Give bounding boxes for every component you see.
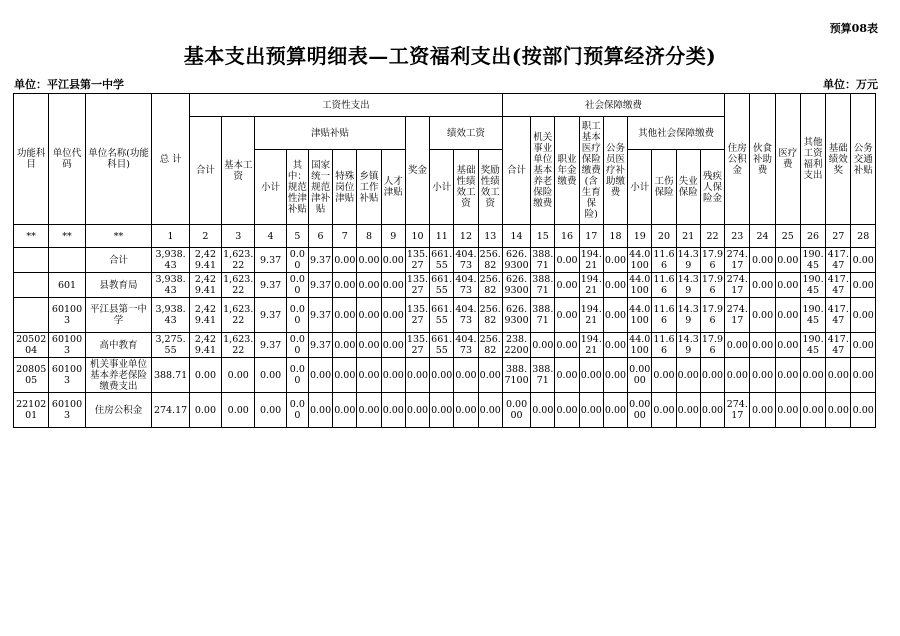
- value-cell: 0.00: [478, 393, 502, 428]
- value-cell: 0.00: [189, 358, 221, 393]
- unit-name-label: 单位：平江县第一中学: [14, 78, 124, 91]
- header-other-wage: 其他工资福利支出: [800, 94, 825, 225]
- value-cell: 0.00: [851, 333, 876, 358]
- value-cell: 9.37: [255, 333, 286, 358]
- column-index-cell: 18: [603, 225, 627, 248]
- value-cell: 0.00: [255, 393, 286, 428]
- value-cell: 0.00: [555, 358, 579, 393]
- column-index-cell: 12: [454, 225, 478, 248]
- value-cell: 417.47: [826, 248, 851, 273]
- header-total: 总 计: [152, 94, 189, 225]
- value-cell: 0.00: [775, 248, 800, 273]
- header-disability: 残疾人保险金: [700, 150, 724, 225]
- header-bonus: 奖金: [405, 117, 429, 225]
- value-cell: 11.66: [652, 298, 676, 333]
- value-cell: 0.00: [603, 333, 627, 358]
- value-cell: 0.00: [652, 393, 676, 428]
- value-cell: 1,623.22: [223, 274, 254, 296]
- value-cell: 2,429.41: [189, 333, 221, 358]
- value-cell: 0.00: [800, 393, 825, 428]
- value-cell: 0.00: [775, 333, 800, 358]
- value-cell: 190.45: [800, 248, 825, 273]
- unit-code-cell: 601003: [49, 298, 85, 333]
- header-unit-code: 单位代码: [49, 94, 85, 225]
- value-cell: 0.00: [454, 393, 478, 428]
- value-cell: 0.00: [255, 358, 286, 393]
- header-basic-wage: 基本工资: [222, 117, 255, 225]
- value-cell: 3,938.43: [152, 248, 189, 273]
- value-cell: 0.00: [357, 273, 381, 298]
- unit-name-cell: 机关事业单位基本养老保险缴费支出: [85, 358, 152, 393]
- value-cell: 0.00: [603, 273, 627, 298]
- value-cell: 0.00: [381, 358, 405, 393]
- value-cell: 9.37: [255, 298, 286, 333]
- value-cell: 0.00: [725, 333, 750, 358]
- header-unit-name: 单位名称(功能科目): [85, 94, 152, 225]
- value-cell: 0.00: [775, 273, 800, 298]
- value-cell: 0.00: [308, 358, 332, 393]
- value-cell: 256.82: [479, 334, 501, 356]
- table-row: [14, 248, 876, 273]
- value-cell: 0.00: [555, 298, 579, 333]
- value-cell: 0.00: [750, 248, 775, 273]
- value-cell: 9.37: [308, 248, 332, 273]
- value-cell: 0.00: [333, 298, 357, 333]
- value-cell: 404.73: [455, 274, 477, 296]
- header-social-group: 社会保障缴费: [502, 94, 724, 117]
- header-medical: 职工基本医疗保险缴费(含生育保险): [579, 117, 603, 225]
- value-cell: 0.00: [357, 393, 381, 428]
- header-allow-national: 国家统一规范津补贴: [308, 150, 332, 225]
- func-code-cell: [14, 273, 49, 298]
- column-index-cell: **: [14, 225, 49, 248]
- value-cell: 0.00: [652, 358, 676, 393]
- value-cell: 135.27: [406, 274, 429, 296]
- unit-name-cell: 合计: [85, 248, 152, 273]
- value-cell: 194.21: [580, 274, 602, 296]
- value-cell: 190.45: [800, 298, 825, 333]
- value-cell: 0.00: [430, 393, 454, 428]
- value-cell: 0.00: [286, 358, 308, 393]
- value-cell: 661.55: [431, 334, 453, 356]
- value-cell: 0.0000: [628, 358, 652, 393]
- value-cell: 388.71: [532, 274, 554, 296]
- header-civil-medical: 公务员医疗补助缴费: [603, 117, 627, 225]
- column-index-cell: 11: [430, 225, 454, 248]
- value-cell: 0.00: [531, 393, 555, 428]
- value-cell: 1,623.22: [223, 334, 254, 356]
- column-index-cell: 15: [531, 225, 555, 248]
- value-cell: 0.00: [405, 393, 429, 428]
- value-cell: 44.0100: [628, 298, 652, 333]
- value-cell: 0.00: [405, 358, 429, 393]
- value-cell: 17.96: [701, 274, 724, 296]
- value-cell: 0.00: [357, 298, 381, 333]
- value-cell: 0.00: [555, 393, 579, 428]
- value-cell: 0.00: [775, 393, 800, 428]
- header-social-total: 合计: [502, 117, 530, 225]
- unit-code-cell: 601003: [49, 358, 85, 393]
- column-index-row: [14, 225, 876, 248]
- header-other-social-group: 其他社会保障缴费: [628, 117, 725, 150]
- value-cell: 1,623.22: [223, 249, 254, 271]
- value-cell: 417.47: [826, 298, 851, 333]
- column-index-cell: 10: [405, 225, 429, 248]
- value-cell: 14.39: [677, 334, 699, 356]
- header-allowance-group: 津贴补贴: [255, 117, 405, 150]
- value-cell: 2,429.41: [189, 248, 221, 273]
- column-index-cell: 27: [826, 225, 851, 248]
- value-cell: 0.00: [676, 393, 700, 428]
- func-code-cell: 2210201: [14, 393, 49, 428]
- column-index-cell: 21: [676, 225, 700, 248]
- value-cell: 0.00: [454, 358, 478, 393]
- value-cell: 0.00: [851, 273, 876, 298]
- header-func-code: 功能科目: [14, 94, 49, 225]
- value-cell: 0.00: [357, 248, 381, 273]
- value-cell: 0.00: [555, 248, 579, 273]
- value-cell: 0.00: [555, 333, 579, 358]
- column-index-cell: 7: [333, 225, 357, 248]
- header-meal: 伙食补助费: [750, 94, 775, 225]
- value-cell: 17.96: [701, 249, 724, 271]
- func-code-cell: [14, 248, 49, 273]
- value-cell: 3,938.43: [152, 273, 189, 298]
- value-cell: 0.00: [381, 273, 405, 298]
- column-index-cell: 9: [381, 225, 405, 248]
- header-wage-total: 合计: [189, 117, 221, 225]
- value-cell: 0.00: [676, 358, 700, 393]
- header-annuity: 职业年金缴费: [555, 117, 579, 225]
- value-cell: 3,938.43: [152, 298, 189, 333]
- column-index-cell: 3: [222, 225, 255, 248]
- column-index-cell: **: [49, 225, 85, 248]
- header-allow-talent: 人才津贴: [381, 150, 405, 225]
- value-cell: 0.00: [851, 248, 876, 273]
- column-index-cell: 26: [800, 225, 825, 248]
- unit-code-cell: 601003: [49, 393, 85, 428]
- value-cell: 190.45: [800, 273, 825, 298]
- column-index-cell: 17: [579, 225, 603, 248]
- value-cell: 0.00: [700, 358, 724, 393]
- table-row: [14, 273, 876, 298]
- value-cell: 0.00: [851, 298, 876, 333]
- table-row: [14, 358, 876, 393]
- form-number: 预算08表: [829, 22, 878, 35]
- value-cell: 661.55: [431, 249, 453, 271]
- value-cell: 0.00: [189, 393, 221, 428]
- currency-unit-label: 单位：万元: [823, 78, 878, 91]
- value-cell: 388.71: [531, 298, 555, 333]
- value-cell: 0.00: [286, 273, 308, 298]
- value-cell: 44.0100: [629, 274, 651, 296]
- header-allow-subtotal: 小计: [255, 150, 286, 225]
- value-cell: 0.00: [357, 333, 381, 358]
- value-cell: 0.00: [381, 393, 405, 428]
- value-cell: 0.00: [333, 333, 357, 358]
- value-cell: 194.21: [580, 249, 602, 271]
- unit-name-cell: 住房公积金: [85, 393, 152, 428]
- header-perf-group: 绩效工资: [430, 117, 503, 150]
- value-cell: 0.00: [286, 393, 308, 428]
- value-cell: 9.37: [255, 248, 286, 273]
- unit-code-cell: [49, 248, 85, 273]
- value-cell: 0.00: [725, 358, 750, 393]
- header-wage-group: 工资性支出: [189, 94, 502, 117]
- value-cell: 44.0100: [629, 249, 651, 271]
- value-cell: 0.00: [750, 273, 775, 298]
- value-cell: 0.00: [851, 358, 876, 393]
- value-cell: 256.82: [479, 274, 501, 296]
- value-cell: 0.00: [750, 393, 775, 428]
- value-cell: 0.00: [333, 358, 357, 393]
- unit-name-cell: 高中教育: [85, 333, 152, 358]
- budget-table: [13, 93, 876, 428]
- value-cell: 0.00: [775, 298, 800, 333]
- value-cell: 0.00: [775, 358, 800, 393]
- column-index-cell: 20: [652, 225, 676, 248]
- value-cell: 0.00: [851, 393, 876, 428]
- value-cell: 626.9300: [502, 248, 530, 273]
- header-other-subtotal: 小计: [628, 150, 652, 225]
- value-cell: 274.17: [725, 248, 750, 273]
- column-index-cell: 5: [286, 225, 308, 248]
- column-index-cell: 1: [152, 225, 189, 248]
- value-cell: 388.71: [531, 358, 555, 393]
- value-cell: 190.45: [800, 333, 825, 358]
- unit-name-cell: 县教育局: [85, 273, 152, 298]
- value-cell: 0.00: [381, 248, 405, 273]
- value-cell: 0.00: [603, 393, 627, 428]
- value-cell: 9.37: [308, 298, 332, 333]
- value-cell: 17.96: [701, 334, 724, 356]
- column-index-cell: 4: [255, 225, 286, 248]
- column-index-cell: 16: [555, 225, 579, 248]
- value-cell: 0.00: [381, 333, 405, 358]
- value-cell: 274.17: [152, 393, 189, 428]
- value-cell: 0.00: [826, 358, 851, 393]
- value-cell: 0.00: [357, 358, 381, 393]
- value-cell: 256.82: [479, 249, 501, 271]
- value-cell: 417.47: [826, 273, 851, 298]
- column-index-cell: **: [85, 225, 152, 248]
- value-cell: 404.73: [455, 334, 477, 356]
- func-code-cell: [14, 298, 49, 333]
- value-cell: 661.55: [430, 298, 454, 333]
- column-index-cell: 8: [357, 225, 381, 248]
- value-cell: 388.71: [532, 249, 554, 271]
- value-cell: 17.96: [700, 298, 724, 333]
- value-cell: 0.00: [381, 298, 405, 333]
- header-allow-norm: 其中：规范性津补贴: [286, 150, 308, 225]
- value-cell: 274.17: [725, 298, 750, 333]
- value-cell: 135.27: [405, 298, 429, 333]
- value-cell: 626.9300: [502, 298, 530, 333]
- value-cell: 0.00: [555, 273, 579, 298]
- header-perf-basic: 基础性绩效工资: [454, 150, 478, 225]
- value-cell: 0.00: [308, 393, 332, 428]
- column-index-cell: 22: [700, 225, 724, 248]
- table-row: [14, 298, 876, 333]
- value-cell: 0.00: [579, 393, 603, 428]
- header-injury: 工伤保险: [652, 150, 676, 225]
- value-cell: 256.82: [478, 298, 502, 333]
- value-cell: 11.66: [653, 249, 675, 271]
- column-index-cell: 2: [189, 225, 221, 248]
- value-cell: 9.37: [308, 273, 332, 298]
- value-cell: 417.47: [826, 333, 851, 358]
- header-pension: 机关事业单位基本养老保险缴费: [531, 117, 555, 225]
- value-cell: 0.00: [531, 333, 555, 358]
- value-cell: 11.66: [653, 334, 675, 356]
- column-index-cell: 25: [775, 225, 800, 248]
- value-cell: 0.00: [286, 298, 308, 333]
- value-cell: 388.7100: [502, 358, 530, 393]
- value-cell: 0.00: [222, 393, 255, 428]
- column-index-cell: 23: [725, 225, 750, 248]
- unit-code-cell: 601: [49, 273, 85, 298]
- value-cell: 661.55: [431, 274, 453, 296]
- value-cell: 135.27: [406, 249, 429, 271]
- value-cell: 0.00: [579, 358, 603, 393]
- value-cell: 0.00: [750, 333, 775, 358]
- header-allow-town: 乡镇工作补贴: [357, 150, 381, 225]
- table-row: [14, 333, 876, 358]
- value-cell: 0.00: [603, 248, 627, 273]
- value-cell: 14.39: [676, 298, 700, 333]
- value-cell: 0.00: [603, 358, 627, 393]
- value-cell: 44.0100: [629, 334, 651, 356]
- value-cell: 404.73: [454, 298, 478, 333]
- value-cell: 11.66: [653, 274, 675, 296]
- header-basic-perf: 基础绩效奖: [826, 94, 851, 225]
- value-cell: 0.00: [478, 358, 502, 393]
- value-cell: 0.00: [700, 393, 724, 428]
- table-row: [14, 393, 876, 428]
- column-index-cell: 24: [750, 225, 775, 248]
- unit-name-cell: 平江县第一中学: [85, 298, 152, 333]
- value-cell: 194.21: [580, 334, 602, 356]
- value-cell: 9.37: [308, 333, 332, 358]
- column-index-cell: 19: [628, 225, 652, 248]
- func-code-cell: 2050204: [14, 333, 49, 358]
- func-code-cell: 2080505: [14, 358, 49, 393]
- value-cell: 2,429.41: [189, 298, 221, 333]
- value-cell: 0.00: [333, 248, 357, 273]
- column-index-cell: 14: [502, 225, 530, 248]
- header-medical-fee: 医疗费: [775, 94, 800, 225]
- value-cell: 0.00: [826, 393, 851, 428]
- page-title: 基本支出预算明细表—工资福利支出(按部门预算经济分类): [183, 44, 717, 68]
- header-allow-special: 特殊岗位津贴: [333, 150, 357, 225]
- column-index-cell: 6: [308, 225, 332, 248]
- value-cell: 14.39: [677, 249, 699, 271]
- header-unemployment: 失业保险: [676, 150, 700, 225]
- value-cell: 0.0000: [502, 393, 530, 428]
- value-cell: 0.00: [333, 393, 357, 428]
- value-cell: 1,623.22: [222, 298, 255, 333]
- value-cell: 14.39: [677, 274, 699, 296]
- header-transport: 公务交通补贴: [851, 94, 876, 225]
- value-cell: 0.00: [333, 273, 357, 298]
- value-cell: 194.21: [579, 298, 603, 333]
- value-cell: 9.37: [255, 273, 286, 298]
- value-cell: 0.00: [800, 358, 825, 393]
- value-cell: 0.00: [430, 358, 454, 393]
- value-cell: 274.17: [725, 273, 750, 298]
- column-index-cell: 28: [851, 225, 876, 248]
- value-cell: 274.17: [725, 393, 750, 428]
- value-cell: 404.73: [455, 249, 477, 271]
- unit-code-cell: 601003: [49, 333, 85, 358]
- value-cell: 238.2200: [502, 333, 530, 358]
- value-cell: 2,429.41: [189, 273, 221, 298]
- table-body: [14, 248, 876, 428]
- value-cell: 0.00: [286, 248, 308, 273]
- header-housing: 住房公积金: [725, 94, 750, 225]
- header-perf-reward: 奖励性绩效工资: [478, 150, 502, 225]
- value-cell: 388.71: [152, 358, 189, 393]
- value-cell: 135.27: [406, 334, 429, 356]
- value-cell: 0.0000: [628, 393, 652, 428]
- value-cell: 0.00: [603, 298, 627, 333]
- value-cell: 0.00: [750, 298, 775, 333]
- value-cell: 626.9300: [502, 273, 530, 298]
- header-perf-subtotal: 小计: [430, 150, 454, 225]
- value-cell: 3,275.55: [152, 333, 189, 358]
- value-cell: 0.00: [286, 333, 308, 358]
- value-cell: 0.00: [222, 358, 255, 393]
- value-cell: 0.00: [750, 358, 775, 393]
- column-index-cell: 13: [478, 225, 502, 248]
